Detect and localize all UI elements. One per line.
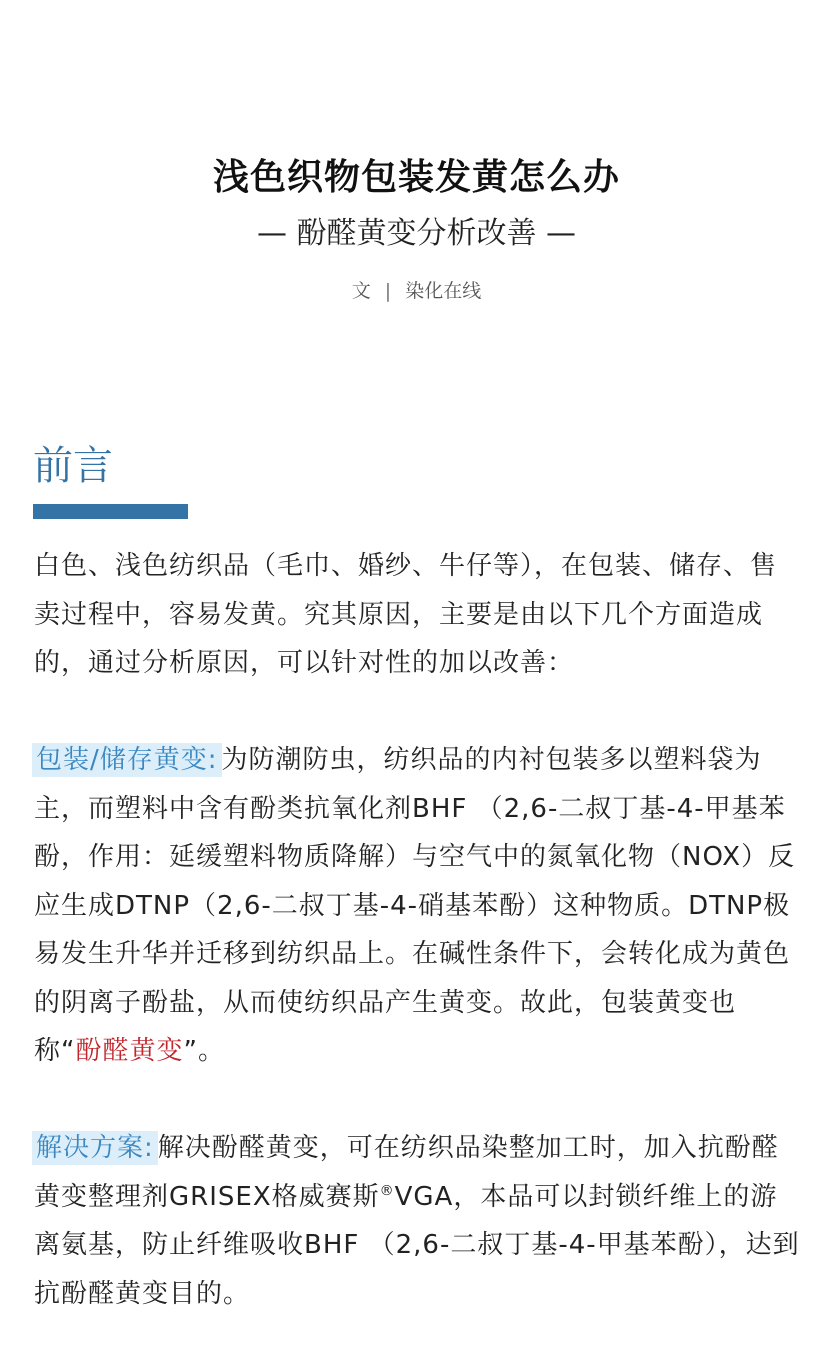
byline: [0, 276, 833, 306]
phenolic-yellowing-highlight: 酚醛黄变: [75, 1036, 184, 1066]
byline-separator: |: [384, 280, 392, 302]
solution-text-end: VGA，本品可以封锁纤维上的游离氨基，防止纤维吸收BHF （2,6-二叔丁基-4-甲基苯酚），达到抗酚醛黄变目的。: [34, 1181, 800, 1309]
byline-label: 文: [351, 280, 371, 302]
article-body: [34, 542, 800, 1318]
solution-text: 解决酚醛黄变，可在纺织品染整加工时，加入抗酚醛黄变整理剂GRISEX格威赛斯: [34, 1133, 779, 1212]
solution-paragraph: [34, 1124, 800, 1318]
byline-author: 染化在线: [405, 280, 482, 302]
packaging-tag: 包装/储存黄变:: [32, 743, 222, 777]
packaging-text-end: ”。: [183, 1036, 225, 1066]
packaging-text: 为防潮防虫，纺织品的内衬包装多以塑料袋为主，而塑料中含有酚类抗氧化剂BHF （2,6-二叔丁基-4-甲基苯酚，作用：延缓塑料物质降解）与空气中的氮氧化物（NOX）反应生成DTNP（2,6-二叔丁基-4-硝基苯酚）这种物质。DTNP极易发生升华并迁移到纺织品上。在碱性条件下，会转化成为黄色的阴离子酚盐，从而使纺织品产生黄变。故此，包装黄变也称“: [34, 745, 796, 1066]
paragraph-gap: [34, 688, 800, 737]
registered-mark: ®: [379, 1182, 395, 1199]
article-subtitle: — 酚醛黄变分析改善 —: [256, 216, 577, 251]
article-header: [0, 150, 833, 306]
packaging-paragraph: [34, 736, 800, 1076]
section-heading: 前言: [33, 443, 113, 489]
paragraph-gap: [34, 1076, 800, 1125]
section-underline-bar: [33, 504, 188, 519]
article-title: 浅色织物包装发黄怎么办: [212, 157, 620, 198]
solution-tag: 解决方案:: [32, 1131, 158, 1165]
intro-paragraph: 白色、浅色纺织品（毛巾、婚纱、牛仔等），在包装、储存、售卖过程中，容易发黄。究其原因，主要是由以下几个方面造成的，通过分析原因，可以针对性的加以改善：: [34, 551, 778, 678]
